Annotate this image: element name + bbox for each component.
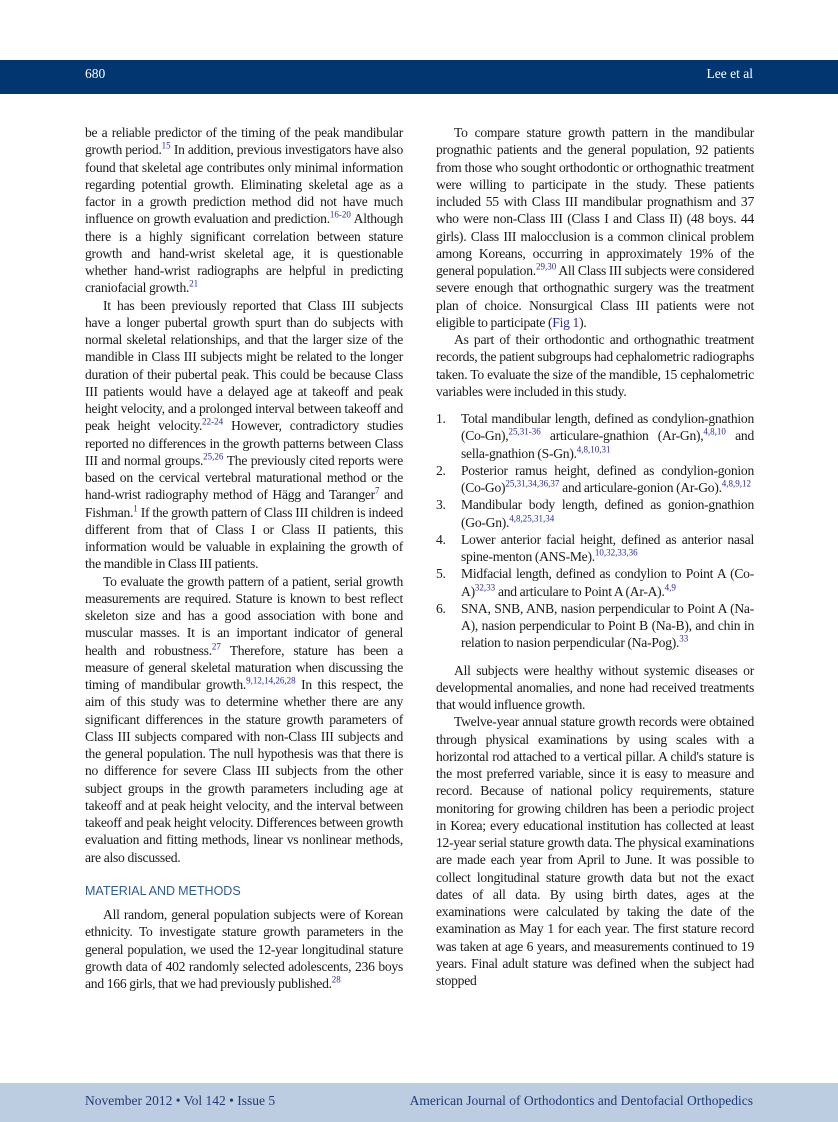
citation-ref[interactable]: 10,32,33,36 <box>594 547 638 558</box>
list-number: 1. <box>436 411 446 426</box>
list-number: 2. <box>436 462 446 478</box>
running-footer <box>0 1083 838 1122</box>
citation-ref[interactable]: 15 <box>161 140 171 151</box>
citation-ref[interactable]: 25,31-36 <box>508 426 541 437</box>
section-heading-material-methods: MATERIAL AND METHODS <box>85 883 241 898</box>
text-run: To compare stature growth pattern in the mandibular prognathic patients and the general population, 92 patients from those who sought orthodontic or orthognathic treatment were willing to participate in the study. These patients included 55 with Class III mandibular prognathism and 37 who were non-Class III (Class I and Class II) (48 boys. 44 girls). Class III malocclusion is a common clinical problem among Koreans, occurring in approximately 19% of the general population. <box>436 125 754 278</box>
citation-ref[interactable]: 29,30 <box>535 261 557 272</box>
text-run: In addition, previous investigators have also found that skeletal age contributes only minimal information regarding potential growth. Eliminating skeletal age as a factor in a growth prediction method did not have much influence on growth evaluation and prediction. <box>85 142 403 227</box>
citation-ref[interactable]: 32,33 <box>474 581 496 592</box>
text-run: Twelve-year annual stature growth records were obtained through physical examinations by using scales with a horizontal rod attached to a vertical pillar. A child's stature is the most preferred variable, since it is easy to measure and record. Because of national policy requirements, stature monitoring for growing children has been a periodic project in Korea; every educational institution has collected at least 12-year serial stature growth data. The physical examinations are made each year from April to June. It was possible to collect longitudinal stature growth data but not the exact dates of all data. By using birth dates, ages at the examinations were calculated by taking the date of the examination as May 1 for each year. The first stature record was taken at age 6 years, and measurements continued to 19 years. Final adult stature was defined when the subject had stopped <box>436 714 754 988</box>
text-run: The previously cited reports were based on the cervical vertebral maturational method or the hand-wrist radiography method of Hägg and Taranger <box>85 452 403 503</box>
text-run: As part of their orthodontic and orthognathic treatment records, the patient subgroups had cephalometric radiographs taken. To evaluate the size of the mandible, 15 cephalometric variables were included in this study. <box>436 332 754 399</box>
citation-ref[interactable]: 4,8,9,12 <box>721 478 752 489</box>
list-number: 4. <box>436 531 446 547</box>
list-item <box>436 462 754 497</box>
cephalometric-variables-list <box>436 410 754 652</box>
methods-paragraph <box>85 906 403 992</box>
text-run: and articulare to Point A (Ar-A). <box>495 583 665 599</box>
text-run: Lower anterior facial height, defined as anterior nasal spine-menton (ANS-Me). <box>461 531 754 564</box>
paragraph <box>436 331 754 400</box>
text-run: and Fishman. <box>85 487 403 520</box>
citation-ref[interactable]: 21 <box>189 278 199 289</box>
text-run: articulare-gnathion (Ar-Gn), <box>540 428 704 444</box>
list-item <box>436 600 754 652</box>
text-run: Midfacial length, defined as condylion to Point A (Co-A) <box>461 566 754 599</box>
list-item <box>436 496 754 531</box>
running-header <box>0 60 838 94</box>
list-item <box>436 531 754 566</box>
citation-ref[interactable]: 33 <box>679 633 689 644</box>
list-item <box>436 565 754 600</box>
left-column <box>85 124 403 992</box>
figure-link[interactable]: Fig 1 <box>552 314 580 330</box>
text-run: and articulare-gonion (Ar-Go). <box>559 480 722 495</box>
page-number: 680 <box>85 66 106 81</box>
text-run: Therefore, stature has been a measure of general skeletal maturation when discussing the timing of mandibular growth. <box>85 642 403 692</box>
citation-ref[interactable]: 4,9 <box>664 581 676 592</box>
citation-ref[interactable]: 25,31,34,36,37 <box>505 478 560 489</box>
citation-ref[interactable]: 4,8,25,31,34 <box>509 512 555 523</box>
citation-ref[interactable]: 22-24 <box>202 416 224 427</box>
list-number: 6. <box>436 600 446 616</box>
text-run: To evaluate the growth pattern of a patient, serial growth measurements are required. Stature is known to best reflect skeleton size and has a good association with bone and muscular masses. It is an important indicator of general health and robustness. <box>85 573 403 658</box>
list-number: 3. <box>436 497 446 513</box>
text-run: ). <box>579 314 587 330</box>
citation-ref[interactable]: 1 <box>133 502 138 513</box>
text-run: and sella-gnathion (S-Gn). <box>461 428 754 461</box>
running-authors: Lee et al <box>706 66 753 81</box>
text-run: Mandibular body length, defined as gonion-gnathion (Go-Gn). <box>461 497 754 530</box>
citation-ref[interactable]: 9,12,14,26,28 <box>246 675 296 686</box>
paragraph <box>85 124 403 297</box>
paragraph <box>436 713 754 989</box>
text-run: All random, general population subjects were of Korean ethnicity. To investigate stature growth parameters in the general population, we used the 12-year longitudinal stature growth data of 402 randomly selected adolescents, 236 boys and 166 girls, that we had previously published. <box>85 907 403 991</box>
text-run: Total mandibular length, defined as condylion-gnathion (Co-Gn), <box>461 411 754 444</box>
text-run: Although there is a highly significant correlation between stature growth and hand-wrist skeletal age, it is questionable whether hand-wrist radiographs are helpful in predicting craniofacial growth. <box>85 211 403 296</box>
citation-ref[interactable]: 4,8,10 <box>703 426 726 437</box>
text-run: be a reliable predictor of the timing of the peak mandibular growth period. <box>85 125 403 158</box>
paragraph <box>85 573 403 866</box>
text-run: In this respect, the aim of this study was to determine whether there are any significant differences in the stature growth parameters of Class III subjects compared with non-Class III subjects and the general population. The null hypothesis was that there is no difference for severe Class III subjects from the other subject groups in the growth parameters including age at takeoff and at peak height velocity, and the interval between takeoff and peak height velocity. Differences between growth evaluation and fitting methods, linear vs nonlinear methods, are also discussed. <box>85 677 403 865</box>
methods-paragraphs-bottom <box>436 662 754 990</box>
paragraph <box>85 297 403 573</box>
text-run: All Class III subjects were considered severe enough that orthognathic surgery was the treatment plan of choice. Nonsurgical Class III patients were not eligible to participate ( <box>436 263 755 330</box>
citation-ref[interactable]: 7 <box>374 485 380 496</box>
journal-title: American Journal of Orthodontics and Dentofacial Orthopedics <box>409 1093 753 1108</box>
list-item <box>436 410 754 462</box>
citation-ref[interactable]: 25,26 <box>203 451 224 462</box>
text-run: All subjects were healthy without systemic diseases or developmental anomalies, and none had received treatments that would influence growth. <box>436 662 754 712</box>
citation-ref[interactable]: 16-20 <box>329 209 351 220</box>
right-column <box>436 124 754 989</box>
text-run: SNA, SNB, ANB, nasion perpendicular to Point A (Na-A), nasion perpendicular to Point B (Na-B), and chin in relation to nasion perpendicular (Na-Pog). <box>461 600 754 651</box>
text-run: If the growth pattern of Class III children is indeed different from that of Class I or Class II patients, this information would be valuable in explaining the growth of the mandible in Class III patients. <box>85 504 403 572</box>
methods-paragraphs-top <box>436 124 754 400</box>
paragraph <box>436 124 754 331</box>
citation-ref[interactable]: 4,8,10,31 <box>576 443 611 454</box>
intro-paragraphs <box>85 124 403 866</box>
list-number: 5. <box>436 566 446 582</box>
paragraph <box>436 662 754 714</box>
issue-info: November 2012 • Vol 142 • Issue 5 <box>85 1093 276 1108</box>
text-run: It has been previously reported that Class III subjects have a longer pubertal growth spurt than do subjects with normal skeletal relationships, and that the larger size of the mandible in Class III subjects might be related to the longer duration of their pubertal peak. This could be because Class III patients would have a delayed age at takeoff and peak height velocity, and a prolonged interval between takeoff and peak height velocity. <box>85 297 403 434</box>
citation-ref[interactable]: 27 <box>211 640 221 651</box>
citation-ref[interactable]: 28 <box>331 974 341 985</box>
text-run: However, contradictory studies reported no differences in the growth patterns between Class III and normal groups. <box>85 418 404 468</box>
text-run: Posterior ramus height, defined as condylion-gonion (Co-Go) <box>461 462 754 495</box>
